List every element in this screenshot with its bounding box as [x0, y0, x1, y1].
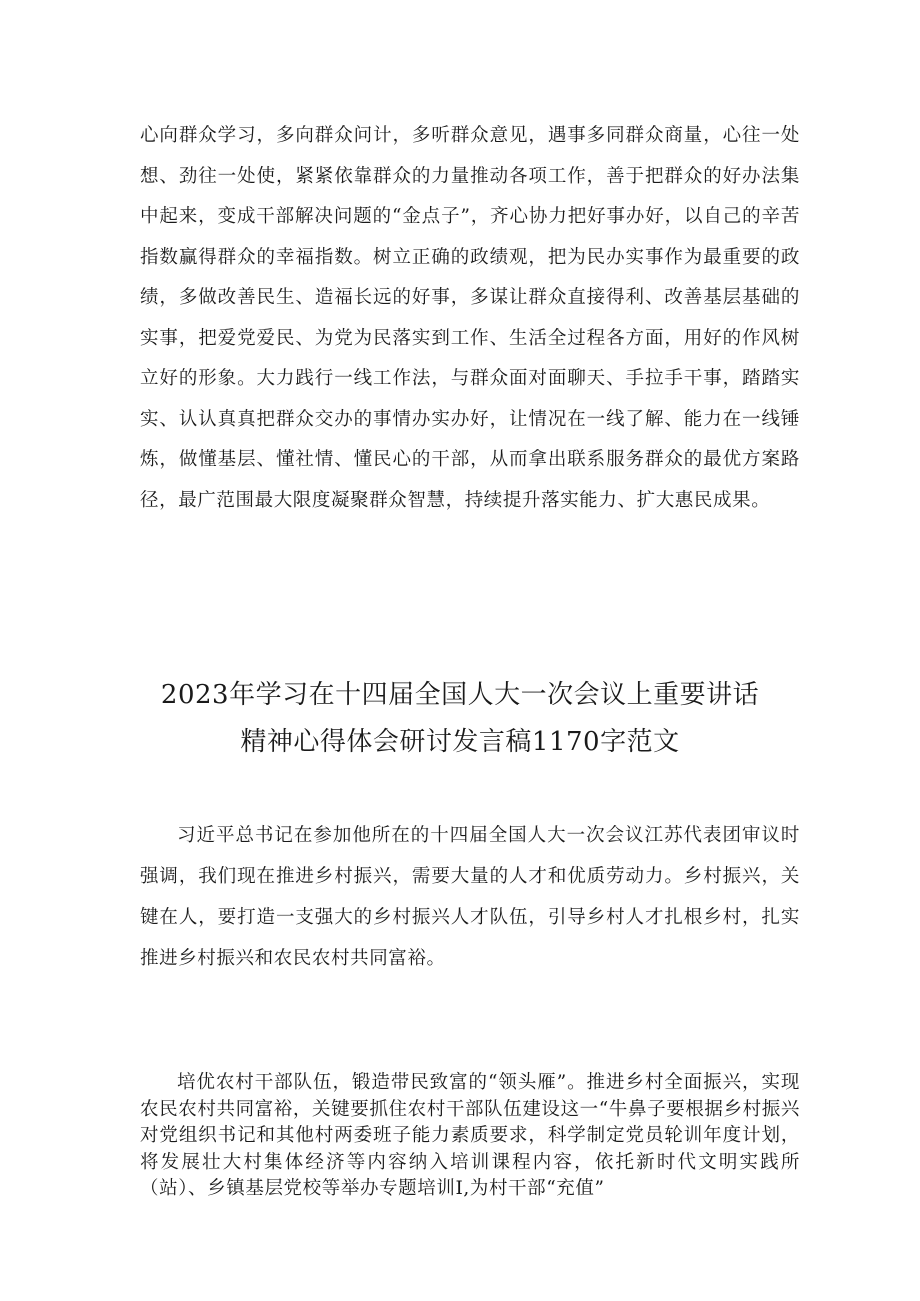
- body-paragraph-1: 心向群众学习，多向群众问计，多听群众意见，遇事多同群众商量，心往一处想、劲往一处使，紧紧依靠群众的力量推动各项工作，善于把群众的好办法集中起来，变成干部解决问题的“金点子”，齐心协力把好事办好，以自己的辛苦指数赢得群众的幸福指数。树立正确的政绩观，把为民办实事作为最重要的政绩，多做改善民生、造福长远的好事，多谋让群众直接得利、改善基层基础的实事，把爱党爱民、为党为民落实到工作、生活全过程各方面，用好的作风树立好的形象。大力践行一线工作法，与群众面对面聊天、手拉手干事，踏踏实实、认认真真把群众交办的事情办实办好，让情况在一线了解、能力在一线锤炼，做懂基层、懂社情、懂民心的干部，从而拿出联系服务群众的最优方案路径，最广范围最大限度凝聚群众智慧，持续提升落实能力、扩大惠民成果。: [140, 125, 800, 511]
- title-line-2: 精神心得体会研讨发言稿1170字范文: [240, 727, 680, 757]
- title-line-1: 2023年学习在十四届全国人大一次会议上重要讲话: [160, 680, 760, 710]
- document-title: [100, 672, 820, 766]
- body-paragraph-3: 培优农村干部队伍，锻造带民致富的“领头雁”。推进乡村全面振兴，实现农民农村共同富裕，关键要抓住农村干部队伍建设这一“牛鼻子要根据乡村振兴对党组织书记和其他村两委班子能力素质要求，科学制定党员轮训年度计划，将发展壮大村集体经济等内容纳入培训课程内容，依托新时代文明实践所（站）、乡镇基层党校等举办专题培训Ⅰ,为村干部“充值”: [140, 1072, 800, 1199]
- body-paragraph-2: 习近平总书记在参加他所在的十四届全国人大一次会议江苏代表团审议时强调，我们现在推进乡村振兴，需要大量的人才和优质劳动力。乡村振兴，关键在人，要打造一支强大的乡村振兴人才队伍，引导乡村人才扎根乡村，扎实推进乡村振兴和农民农村共同富裕。: [140, 825, 800, 969]
